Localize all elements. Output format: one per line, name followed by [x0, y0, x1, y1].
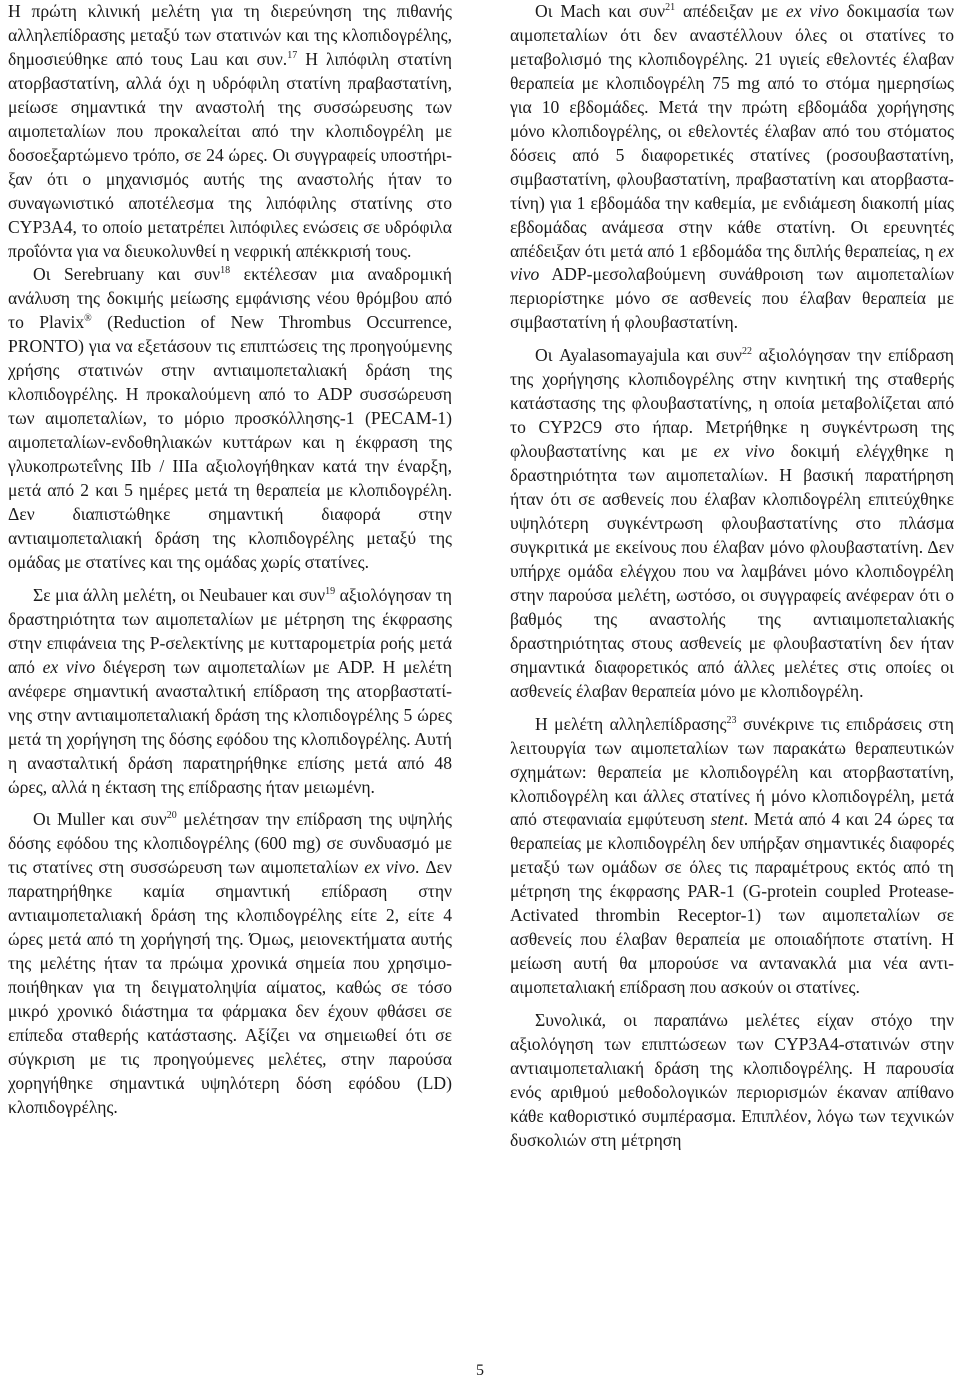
- text-run: Οι Mach και συν: [535, 1, 666, 21]
- text-run: διέγερση των αιμοπεταλίων με ADP. Η μελέτη ανέφερε σημαντική ανασταλτική επίδραση της ατορβαστατίνης στην αντιαιμοπεταλιακή δράση της κλοπιδογρέλης 5 ώρες μετά τη χορήγηση της δόσης εφόδου της κλοπιδογρέλης. Αυτή η ανασταλτική δράση παρατηρήθηκε επίσης μετά από 48 ώρες, αλλά η έκταση της επίδρασης ήταν μειωμένη.: [8, 656, 452, 797]
- paragraph: [8, 263, 452, 574]
- reference-superscript: ®: [84, 313, 92, 325]
- italic-text: ex vivo: [42, 656, 96, 677]
- italic-text: ex vivo: [364, 857, 416, 878]
- text-run: Συνολικά, οι παραπάνω μελέτες είχαν στόχο την αξιολόγηση των επιπτώσεων των CYP3A4-στατινών στην αντιαιμοπεταλιακή δράση της κλοπιδογρέλης. Η παρουσία ενός αριθμού μεθοδολογικών περιορισμών έκαναν απίθανο κάθε καθοριστικό συμπέρασμα. Επιπλέον, λόγω των τεχνικών δυσκολιών στη μέτρηση: [510, 1010, 954, 1150]
- text-run: αξιολόγησαν τη δραστηριότητα των αιμοπεταλίων με μέτρηση της έκφρασης στην επιφάνεια της P-σελεκτίνης με κυτταρομετρία ροής μετά από: [8, 584, 452, 677]
- paragraph: [8, 584, 452, 800]
- reference-superscript: 22: [742, 346, 753, 358]
- page-number: 5: [476, 1362, 484, 1379]
- text-run: (Reduction of New Thrombus Occurrence, PRONTO) για να εξετάσουν τις επιπτώσεις της προηγούμενης χρήσης στατινών στην αντιαιμοπεταλιακή δράση της κλοπιδογρέλης. Η προκαλούμενη από το ADP συσσώρευση των αιμοπεταλίων, το μόριο προσκόλλησης-1 (PECAM-1) αιμοπεταλίων-ενδοθηλιακών κυττάρων και η έκφραση της γλυκοπρωτεΐνης IIb / IIIa αξιολογήθηκαν κατά την έναρξη, μετά από 2 και 5 ημέρες μετά τη θεραπεία με κλοπιδογρέλη. Δεν διαπιστώθηκε σημαντική διαφορά στην αντιαιμοπεταλιακή δράση της κλοπιδογρέλης μεταξύ της ομάδας με στατίνες και της ομάδας χωρίς στατίνες.: [8, 312, 452, 572]
- left-column: [8, 0, 452, 1120]
- paragraph: [510, 344, 954, 703]
- reference-superscript: 21: [665, 2, 676, 13]
- italic-text: ex vivo: [510, 240, 954, 285]
- reference-superscript: 17: [287, 49, 298, 61]
- text-run: απέδειξαν με: [675, 1, 786, 21]
- text-run: Η μελέτη αλληλεπίδρασης: [535, 713, 727, 734]
- reference-superscript: 23: [726, 714, 737, 726]
- paragraph: [510, 713, 954, 1000]
- text-run: δοκιμασία των αιμοπεταλίων ότι δεν αναστέλλουν όλες οι στατίνες το μεταβολισμό της κλοπιδογρέλης. 21 υγιείς εθελοντές έλαβαν θεραπεία με κλοπιδογρέλη 75 mg από το στόμα ημερησίως για 10 εβδομάδες. Μετά την πρώτη εβδομάδα χορήγησης μόνο κλοπιδογρέλης, οι εθελοντές έλαβαν από του στόματος δόσεις από 5 διαφορετικές στατίνες (ροσουβαστατίνη, σιμβαστατίνη, φλουβαστατίνη, πραβαστατίνη και ατορβαστατίνη) για 1 εβδομάδα την καθεμία, με ενδιάμεση διακοπή μίας εβδομάδας ανάμεσα στην κάθε στατίνη. Οι ερευνητές απέδειξαν ότι μετά από 1 εβδομάδα της διπλής θεραπείας, η: [510, 1, 954, 261]
- text-run: Η λιπόφιλη στατίνη ατορβαστατίνη, αλλά όχι η υδρόφιλη στατίνη πραβαστατίνη, μείωσε σημαντικά την αναστολή της συσσώρευσης των αιμοπεταλίων που προκαλείται από την κλοπιδογρέλη με δοσοεξαρτώμενο τρόπο, σε 24 ώρες. Οι συγγραφείς υποστήριξαν ότι ο μηχανισμός αυτής της αναστολής ήταν το συναγωνιστικό αποτέλεσμα της λιπόφιλης στατίνης στο CYP3A4, το οποίο μετατρέπει λιπόφιλες ενώσεις σε υδρόφιλα προΐόντα για να διευκολυνθεί η νεφρική απέκκρισή τους.: [8, 48, 452, 261]
- text-run: ADP-μεσολαβούμενη συνάθροιση των αιμοπεταλίων περιορίστηκε μόνο σε ασθενείς που έλαβαν θεραπεία με σιμβαστατίνη ή φλουβαστατίνη.: [510, 264, 954, 333]
- text-run: Οι Ayalasomayajula και συν: [535, 345, 743, 366]
- italic-text: ex vivo: [713, 441, 775, 462]
- text-run: . Μετά από 4 και 24 ώρες τα θεραπείας με κλοπιδογρέλη δεν υπήρξαν σημαντικές διαφορές μεταξύ των ομάδων σε όλες τις παραμέτρους εκτός από τη μέτρηση της έκφρασης PAR-1 (G-protein coupled Protease-Activated thrombin Receptor-1) των αιμοπεταλίων σε ασθενείς που έλαβαν θεραπεία με οποιαδήποτε στατίνη. Η μείωση αυτή θα μπορούσε να αντανακλά μια νέα αντι-αιμοπεταλιακή επίδραση που ασκούν οι στατίνες.: [510, 809, 954, 998]
- paragraph: [510, 1009, 954, 1153]
- reference-superscript: 18: [220, 265, 231, 277]
- right-column: [510, 0, 954, 1153]
- text-run: μελέτησαν την επίδραση της υψηλής δόσης εφόδου της κλοπιδογρέλης (600 mg) σε συνδυασμό με τις στατίνες στη συσσώρευση των αιμοπεταλίων: [8, 809, 452, 878]
- text-run: . Δεν παρατηρήθηκε καμία σημαντική επίδραση στην αντιαιμοπεταλιακή δράση της κλοπιδογρέλης είτε 2, είτε 4 ώρες μετά από τη χορήγησή της. Όμως, μειονεκτήματα αυτής της μελέτης ήταν τα πρώιμα χρονικά σημεία που χρησιμοποιήθηκαν για τη δειγματοληψία αίματος, καθώς σε τόσο μικρό χρονικό διάστημα τα φάρμακα δεν έχουν φθάσει σε επίπεδα σταθερής κατάστασης. Αξίζει να σημειωθεί ότι σε σύγκριση με τις προηγούμενες μελέτες, στην παρούσα χορηγήθηκε σημαντικά υψηλότερη δόση εφόδου (LD) κλοπιδογρέλης.: [8, 857, 452, 1117]
- paragraph: [8, 808, 452, 1119]
- paragraph: [8, 0, 452, 263]
- text-run: Η πρώτη κλινική μελέτη για τη διερεύνηση της πιθανής αλληλεπίδρασης μεταξύ των στατινών και της κλοπιδογρέλης, δημοσιεύθηκε από τους Lau και συν.: [8, 1, 452, 69]
- italic-text: ex vivo: [785, 1, 839, 21]
- text-run: εκτέλεσαν μια αναδρομική ανάλυση της δοκιμής μείωσης εμφάνισης νέου θρόμβου από το Plavix: [8, 264, 452, 333]
- text-run: Οι Serebruany και συν: [33, 264, 221, 285]
- text-run: συνέκρινε τις επιδράσεις στη λειτουργία των αιμοπεταλίων των παρακάτω θεραπευτικών σχημάτων: θεραπεία με κλοπιδογρέλη και ατορβαστατίνη, κλοπιδογρέλη και άλλες στατίνες ή μόνο κλοπιδογρέλη, μετά από στεφανιαία εμφύτευση: [510, 713, 955, 830]
- paragraph: [510, 0, 954, 335]
- text-run: Σε μια άλλη μελέτη, οι Neubauer και συν: [33, 584, 326, 605]
- text-run: αξιολόγησαν την επίδραση της χορήγησης κλοπιδογρέλης στην κινητική της σταθερής κατάστασης της φλουβαστατίνης, η οποία μεταβολίζεται από το CYP2C9 στο ήπαρ. Μετρήθηκε η συγκέντρωση της φλουβαστατίνης και με: [510, 345, 955, 462]
- text-run: δοκιμή ελέγχθηκε η δραστηριότητα των αιμοπεταλίων. Η βασική παρατήρηση ήταν ότι σε ασθενείς που έλαβαν κλοπιδογρέλη επιτεύχθηκε υψηλότερη συγκέντρωση φλουβαστατίνης στο πλάσμα συγκριτικά με εκείνους που έλαβαν μόνο φλουβαστατίνη. Δεν υπήρχε ομάδα ελέγχου που να λαμβάνει μόνο κλοπιδογρέλη στην παρούσα μελέτη, ωστόσο, οι συγγραφείς ανέφεραν ότι ο βαθμός της αναστολής της αντιαιμοπεταλιακής δραστηριότητας στους ασθενείς με φλουβαστατίνη δεν ήταν σημαντικά διαφορετικός από άλλες μελέτες στις οποίες οι ασθενείς έλαβαν θεραπεία μόνο με κλοπιδογρέλη.: [510, 441, 954, 701]
- text-run: Οι Muller και συν: [33, 809, 167, 830]
- italic-text: stent: [710, 809, 744, 830]
- reference-superscript: 20: [166, 810, 177, 822]
- reference-superscript: 19: [325, 585, 336, 597]
